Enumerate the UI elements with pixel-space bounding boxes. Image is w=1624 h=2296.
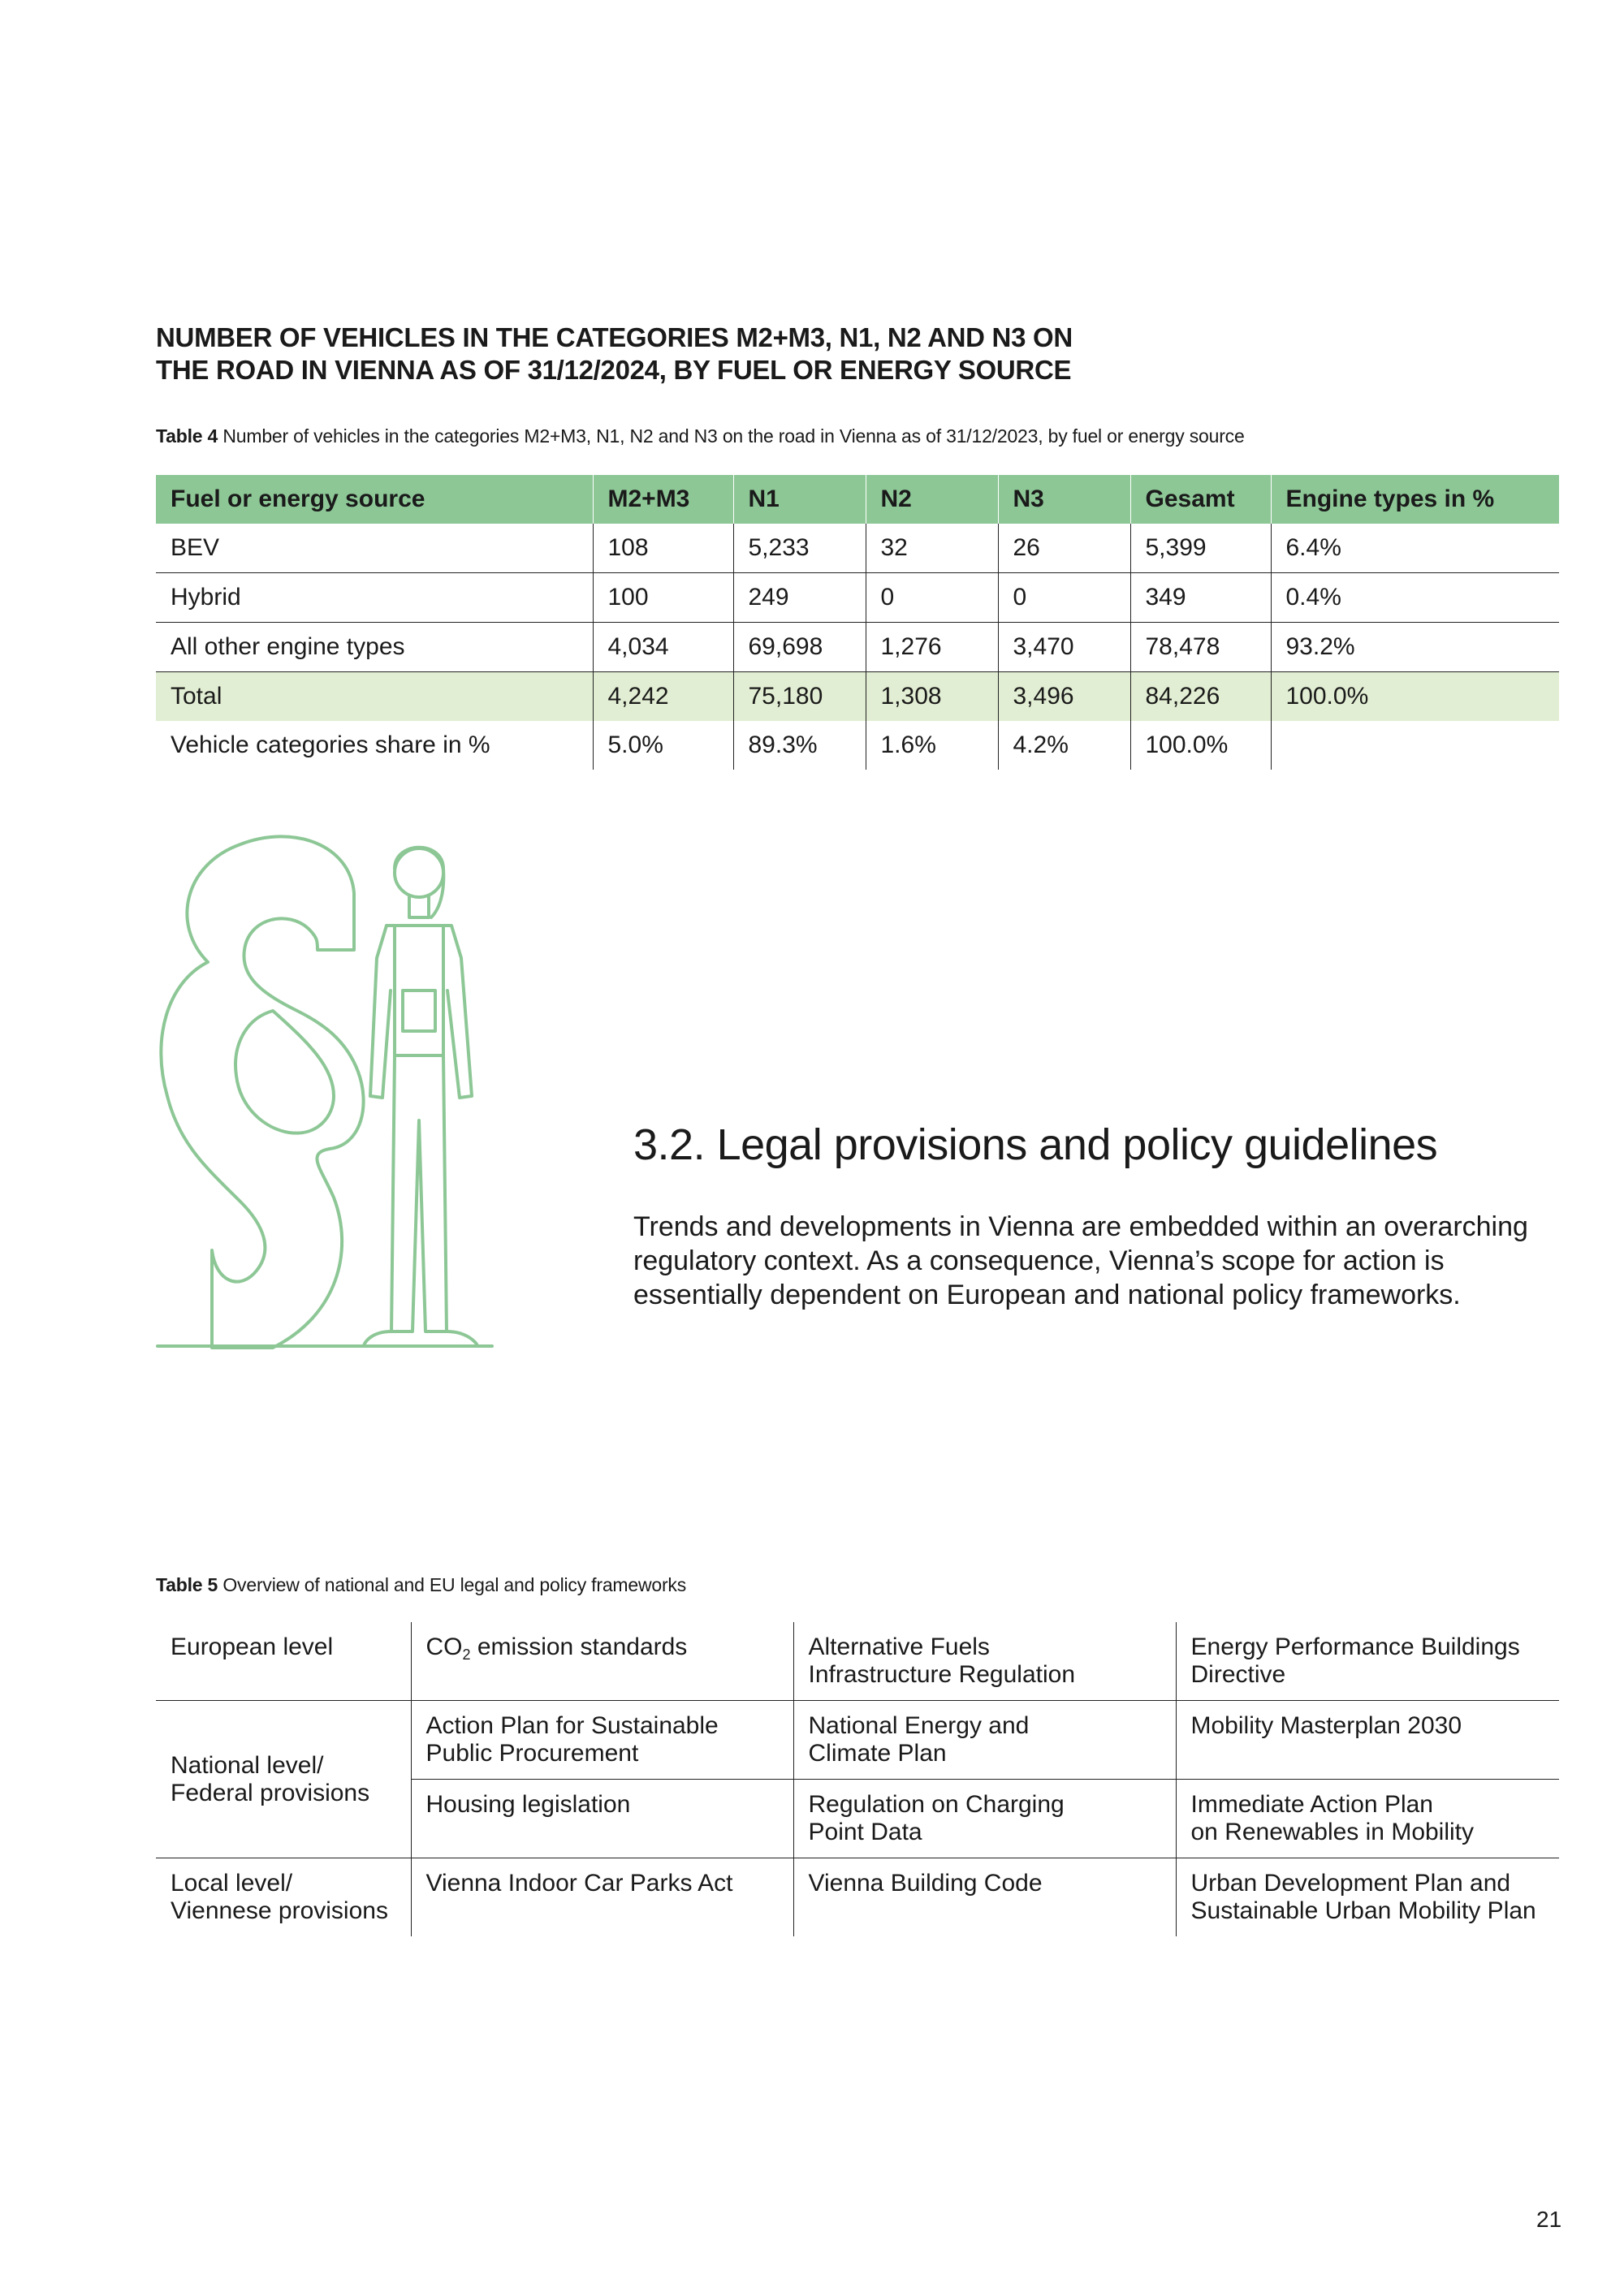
column-header: Gesamt [1130, 475, 1271, 524]
table-total-row [156, 672, 1559, 722]
table-cell: 3,496 [998, 672, 1130, 722]
table-cell: 100.0% [1271, 672, 1559, 722]
table-cell: 4.2% [998, 721, 1130, 770]
column-header: Engine types in % [1271, 475, 1559, 524]
table-cell: 93.2% [1271, 623, 1559, 672]
paragraph-sign-with-person-icon [151, 828, 500, 1356]
table-cell: Urban Development Plan and Sustainable Urban Mobility Plan [1176, 1858, 1559, 1937]
column-header: N1 [733, 475, 866, 524]
table-cell: Vienna Building Code [793, 1858, 1176, 1937]
table-cell: 78,478 [1130, 623, 1271, 672]
table-header-row [156, 475, 1559, 524]
table-cell: 1,276 [866, 623, 998, 672]
table-cell: 100.0% [1130, 721, 1271, 770]
table-cell: Housing legislation [411, 1780, 793, 1858]
table-cell: Regulation on Charging Point Data [793, 1780, 1176, 1858]
level-cell: National level/ Federal provisions [156, 1701, 411, 1858]
table-cell: National Energy and Climate Plan [793, 1701, 1176, 1780]
table-cell: 0.4% [1271, 573, 1559, 623]
table-cell: Alternative Fuels Infrastructure Regulation [793, 1622, 1176, 1701]
table-row [156, 623, 1559, 672]
table-cell: 108 [593, 524, 733, 573]
table-cell: Vienna Indoor Car Parks Act [411, 1858, 793, 1937]
table-cell: 5.0% [593, 721, 733, 770]
table-cell: 3,470 [998, 623, 1130, 672]
table-row [156, 1858, 1559, 1937]
table-cell: Immediate Action Plan on Renewables in Mobility [1176, 1780, 1559, 1858]
table-row [156, 1622, 1559, 1701]
table-cell: Energy Performance Buildings Directive [1176, 1622, 1559, 1701]
table-row [156, 1701, 1559, 1780]
section-title: 3.2. Legal provisions and policy guidelines [633, 1120, 1438, 1169]
level-cell: European level [156, 1622, 411, 1701]
table-cell: 5,233 [733, 524, 866, 573]
table-cell: Vehicle categories share in % [171, 732, 490, 758]
table-cell [1271, 721, 1559, 770]
page-number: 21 [1536, 2207, 1562, 2232]
column-header: M2+M3 [593, 475, 733, 524]
table-cell: $CO_2$ emission standards [411, 1622, 793, 1701]
table-cell: 84,226 [1130, 672, 1271, 722]
table-cell: 0 [866, 573, 998, 623]
table-row [156, 721, 1559, 770]
table-cell: All other engine types [156, 623, 593, 672]
column-header: N2 [866, 475, 998, 524]
table-cell: 32 [866, 524, 998, 573]
table4-caption: Table 4 Number of vehicles in the categories M2+M3, N1, N2 and N3 on the road in Vienna as of 31/12/2023, by fuel or energy source [156, 425, 1245, 447]
table-row [156, 573, 1559, 623]
table-cell: 100 [593, 573, 733, 623]
table-cell: 26 [998, 524, 1130, 573]
table-cell: 1,308 [866, 672, 998, 722]
table-cell: 4,034 [593, 623, 733, 672]
table-cell: 6.4% [1271, 524, 1559, 573]
vehicles-table [156, 475, 1559, 770]
column-header: Fuel or energy source [156, 475, 593, 524]
table-cell: 0 [998, 573, 1130, 623]
table-cell: 1.6% [866, 721, 998, 770]
section-body: Trends and developments in Vienna are embedded within an overarching regulatory context. As a consequence, Vienna’s scope for action is essentially dependent on European and national policy frameworks. [633, 1211, 1528, 1310]
table-cell: Action Plan for Sustainable Public Procurement [411, 1701, 793, 1780]
table-row [156, 524, 1559, 573]
table-cell: 4,242 [593, 672, 733, 722]
table-cell: Mobility Masterplan 2030 [1176, 1701, 1559, 1780]
page-heading: NUMBER OF VEHICLES IN THE CATEGORIES M2+M3, N1, N2 AND N3 ON THE ROAD IN VIENNA AS OF 31/12/2024, BY FUEL OR ENERGY SOURCE [156, 322, 1073, 385]
table-cell: Hybrid [156, 573, 593, 623]
table5-caption: Table 5 Overview of national and EU legal and policy frameworks [156, 1574, 687, 1595]
table-cell: 89.3% [733, 721, 866, 770]
frameworks-table [156, 1622, 1559, 1936]
table-cell: 349 [1130, 573, 1271, 623]
level-cell: Local level/ Viennese provisions [171, 1870, 388, 1924]
table-cell: 249 [733, 573, 866, 623]
table-cell: Total [156, 672, 593, 722]
table-cell: 5,399 [1130, 524, 1271, 573]
table-cell: 69,698 [733, 623, 866, 672]
table-cell: 75,180 [733, 672, 866, 722]
column-header: N3 [998, 475, 1130, 524]
table-cell: BEV [156, 524, 593, 573]
